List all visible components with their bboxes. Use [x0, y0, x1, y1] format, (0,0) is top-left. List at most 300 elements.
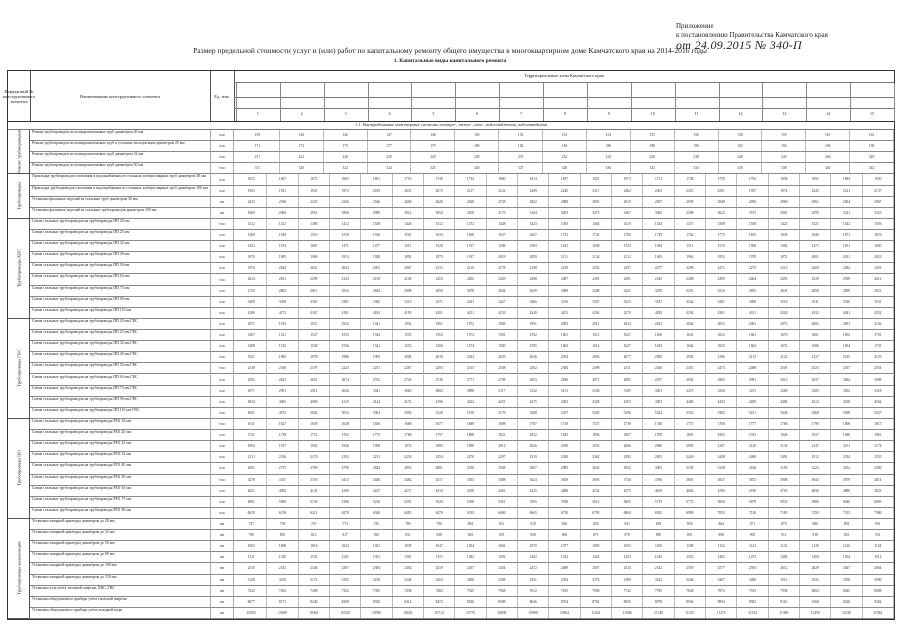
value-cell: 2871: [581, 375, 612, 385]
value-cell: 2402: [393, 563, 424, 573]
value-cell: 1116: [706, 541, 737, 551]
value-cell: 3766: [643, 475, 674, 485]
value-cell: 2437: [455, 563, 486, 573]
value-cell: 3376: [581, 575, 612, 585]
row-unit: п.м: [210, 130, 234, 140]
value-cell: 7612: [518, 586, 549, 596]
value-cell: 4196: [424, 397, 455, 407]
value-cell: 805: [267, 530, 298, 540]
value-cell: 10962: [549, 608, 580, 618]
value-cell: 2115: [737, 352, 768, 362]
value-cell: 5353: [675, 408, 706, 418]
value-cell: 1913: [737, 430, 768, 440]
value-cell: 4144: [361, 397, 392, 407]
value-cell: 1806: [831, 419, 862, 429]
value-cell: 2620: [424, 197, 455, 207]
value-cell: 1743: [581, 230, 612, 240]
value-cell: 2600: [393, 197, 424, 207]
value-cell: 1972: [769, 252, 800, 262]
value-cell: 2001: [800, 252, 831, 262]
value-cell: 3201: [643, 386, 674, 396]
value-cell: 2233: [393, 452, 424, 462]
value-cell: 4292: [675, 308, 706, 318]
value-cell: 3553: [455, 475, 486, 485]
value-cell: 1475: [800, 241, 831, 251]
value-cell: 6795: [581, 508, 612, 518]
value-cell: 322: [324, 163, 368, 173]
value-cell: 5092: [393, 408, 424, 418]
row-group-label: [8, 319, 30, 419]
value-cell: 7395: [361, 586, 392, 596]
value-cell: 2107: [706, 441, 737, 451]
value-cell: 4328: [581, 397, 612, 407]
value-cell: 1773: [361, 430, 392, 440]
value-cell: 5505: [518, 497, 549, 507]
row-values: [236, 230, 894, 240]
header-divider: [543, 83, 544, 121]
value-cell: 159: [762, 130, 806, 140]
value-cell: 1751: [299, 430, 330, 440]
value-cell: 6860: [612, 508, 643, 518]
value-cell: 1948: [831, 430, 862, 440]
header-divider: [894, 83, 895, 121]
value-cell: 1625: [549, 241, 580, 251]
table-row: [30, 152, 894, 163]
value-cell: 11148: [643, 608, 674, 618]
value-cell: 3269: [769, 386, 800, 396]
value-cell: 5498: [831, 408, 862, 418]
value-cell: 3558: [831, 575, 862, 585]
value-cell: 5033: [330, 408, 361, 418]
value-cell: 6665: [518, 508, 549, 518]
value-cell: 1748: [643, 419, 674, 429]
value-cell: 918: [800, 530, 831, 540]
value-cell: 5665: [612, 497, 643, 507]
row-description: Смена стальных трубопроводов на трубопроводы ПП 50 мм ГВС: [32, 363, 138, 368]
value-cell: 2965: [706, 375, 737, 385]
value-cell: 2067: [393, 263, 424, 273]
value-cell: 1668: [393, 419, 424, 429]
value-cell: 4302: [549, 397, 580, 407]
value-cell: 3310: [393, 297, 424, 307]
value-cell: 871: [737, 519, 768, 529]
value-cell: 3801: [675, 475, 706, 485]
value-cell: 789: [393, 519, 424, 529]
row-values: [236, 186, 894, 196]
value-cell: 7742: [612, 586, 643, 596]
value-cell: 1630: [643, 330, 674, 340]
value-cell: 5061: [361, 408, 392, 418]
value-cell: 1978: [299, 352, 330, 362]
value-cell: 7265: [267, 586, 298, 596]
value-cell: 4974: [267, 408, 298, 418]
row-description: Установка запорной арматуры диаметром до 50 мм: [32, 541, 115, 546]
value-cell: 2998: [330, 208, 361, 218]
value-cell: 8530: [455, 597, 486, 607]
value-cell: 1786: [769, 419, 800, 429]
value-cell: 3467: [612, 208, 643, 218]
value-cell: 7222: [236, 586, 267, 596]
value-cell: 8077: [236, 597, 267, 607]
value-cell: 2917: [643, 375, 674, 385]
value-cell: 3490: [737, 575, 768, 585]
value-cell: 804: [455, 519, 486, 529]
value-cell: 4488: [549, 486, 580, 496]
value-cell: 2011: [831, 252, 862, 262]
value-cell: 1983: [487, 319, 518, 329]
value-cell: 1639: [299, 419, 330, 429]
value-cell: 2933: [330, 286, 361, 296]
value-cell: 2178: [487, 263, 518, 273]
value-cell: 3280: [863, 463, 894, 473]
value-cell: 6029: [236, 508, 267, 518]
value-cell: 325: [411, 163, 455, 173]
appendix-date-number: от 24.09.2015 № 340-П: [676, 38, 802, 52]
table-row: [30, 586, 894, 597]
value-cell: 2956: [737, 197, 768, 207]
value-cell: 196: [806, 141, 850, 151]
table-row: [30, 274, 894, 285]
value-cell: 4167: [299, 308, 330, 318]
value-cell: 2472: [518, 563, 549, 573]
value-cell: 1641: [675, 330, 706, 340]
value-cell: 2053: [706, 319, 737, 329]
value-cell: 2739: [236, 286, 267, 296]
value-cell: 2170: [299, 452, 330, 462]
value-cell: 1510: [267, 341, 298, 351]
value-cell: 1691: [361, 174, 392, 184]
value-cell: 1536: [330, 341, 361, 351]
value-cell: 1972: [330, 186, 361, 196]
row-values: [236, 197, 894, 207]
value-cell: 4182: [361, 308, 392, 318]
value-cell: 3219: [675, 386, 706, 396]
value-cell: 3286: [455, 575, 486, 585]
value-cell: 1008: [267, 541, 298, 551]
row-values: [236, 174, 894, 184]
value-cell: 1146: [831, 541, 862, 551]
value-cell: 4193: [393, 308, 424, 318]
value-cell: 173: [280, 141, 324, 151]
row-values: [236, 597, 894, 607]
value-cell: 1798: [800, 419, 831, 429]
value-cell: 2971: [236, 386, 267, 396]
value-cell: 1614: [581, 341, 612, 351]
header-name-column: Наименование конструктивного элемента: [30, 71, 211, 121]
row-unit: п.м: [210, 330, 234, 340]
value-cell: 5208: [518, 408, 549, 418]
row-unit: п.м: [210, 219, 234, 229]
row-description: Смена стальных трубопроводов на трубопроводы ПП 110 мм ГВС: [32, 407, 140, 412]
value-cell: 1471: [675, 219, 706, 229]
value-cell: 2899: [831, 286, 862, 296]
value-cell: 1549: [267, 230, 298, 240]
value-cell: 2042: [675, 319, 706, 329]
value-cell: 3331: [518, 575, 549, 585]
value-cell: 1757: [675, 419, 706, 429]
value-cell: 1508: [737, 241, 768, 251]
value-cell: 1930: [863, 174, 894, 184]
row-description: Смена стальных трубопроводов на трубопроводы ПП 75 мм ГВС: [32, 385, 138, 390]
value-cell: 1748: [424, 174, 455, 184]
value-cell: 1653: [236, 174, 267, 184]
value-cell: 1706: [612, 230, 643, 240]
value-cell: 2939: [675, 197, 706, 207]
value-cell: 925: [831, 530, 862, 540]
row-unit: п.м: [210, 319, 234, 329]
value-cell: 3026: [330, 386, 361, 396]
value-cell: 1973: [612, 174, 643, 184]
value-cell: 238: [675, 152, 719, 162]
value-cell: 1070: [518, 541, 549, 551]
value-cell: 2969: [236, 208, 267, 218]
value-cell: 156: [675, 130, 719, 140]
value-cell: 1077: [549, 541, 580, 551]
value-cell: 3041: [361, 386, 392, 396]
value-cell: 217: [236, 152, 280, 162]
value-cell: 7655: [549, 586, 580, 596]
row-group-label: [8, 219, 30, 319]
value-cell: 11396: [769, 608, 800, 618]
value-cell: 152: [499, 130, 543, 140]
value-cell: 3512: [769, 575, 800, 585]
value-cell: 2158: [361, 274, 392, 284]
row-unit: шт: [210, 519, 234, 529]
value-cell: 1541: [361, 341, 392, 351]
row-values: [236, 352, 894, 362]
value-cell: 2491: [581, 274, 612, 284]
value-cell: 154: [587, 130, 631, 140]
table-row: [30, 475, 894, 486]
value-cell: 6405: [393, 508, 424, 518]
value-cell: 4381: [643, 397, 674, 407]
value-cell: 7352: [330, 586, 361, 596]
row-description: Смена стальных трубопроводов на трубопроводы ПП 90 мм ГВС: [32, 396, 138, 401]
value-cell: 1969: [299, 252, 330, 262]
value-cell: 2691: [236, 463, 267, 473]
value-cell: 3259: [643, 286, 674, 296]
value-cell: 1498: [236, 341, 267, 351]
value-cell: 2702: [361, 375, 392, 385]
value-cell: 1583: [487, 341, 518, 351]
row-unit: шт: [210, 552, 234, 562]
value-cell: 3263: [424, 575, 455, 585]
value-cell: 3523: [612, 297, 643, 307]
value-cell: 5879: [737, 497, 768, 507]
table-row: [30, 230, 894, 241]
value-cell: 3173: [487, 208, 518, 218]
value-cell: 2493: [769, 274, 800, 284]
value-cell: 1482: [769, 241, 800, 251]
value-cell: 1891: [675, 430, 706, 440]
row-unit: п.м: [210, 152, 234, 162]
value-cell: 1701: [863, 341, 894, 351]
value-cell: 3371: [424, 297, 455, 307]
value-cell: 1380: [299, 219, 330, 229]
value-cell: 3465: [643, 208, 674, 218]
value-cell: 2451: [675, 363, 706, 373]
document-title: Размер предельной стоимости услуг и (или) работ по капитальному ремонту общего имущества в многоквартирном доме Камчатского края на 2014-2016 годы: [193, 46, 707, 55]
value-cell: 851: [487, 530, 518, 540]
value-cell: 845: [455, 530, 486, 540]
value-cell: 1331: [299, 552, 330, 562]
value-cell: 5120: [424, 408, 455, 418]
row-values: [236, 508, 894, 518]
value-cell: 11582: [863, 608, 894, 618]
value-cell: 3466: [518, 297, 549, 307]
value-cell: 3291: [675, 286, 706, 296]
value-cell: 1975: [424, 252, 455, 262]
value-cell: 162: [850, 130, 894, 140]
value-cell: 192: [719, 141, 763, 151]
value-cell: 825: [361, 530, 392, 540]
value-cell: 2211: [361, 452, 392, 462]
value-cell: 1870: [236, 252, 267, 262]
value-cell: 2951: [299, 208, 330, 218]
value-cell: 188: [631, 141, 675, 151]
value-cell: 1723: [549, 230, 580, 240]
value-cell: 3537: [643, 297, 674, 307]
value-cell: 184: [543, 141, 587, 151]
value-cell: 1667: [267, 174, 298, 184]
value-cell: 5002: [299, 408, 330, 418]
value-cell: 2319: [518, 452, 549, 462]
value-cell: 1792: [737, 174, 768, 184]
value-cell: 2092: [675, 352, 706, 362]
value-cell: 1921: [299, 319, 330, 329]
table-header: [2, 71, 894, 122]
value-cell: 3837: [706, 475, 737, 485]
value-cell: 2011: [581, 319, 612, 329]
value-cell: 3089: [549, 286, 580, 296]
value-cell: 1652: [706, 330, 737, 340]
value-cell: 2436: [643, 363, 674, 373]
row-values: [236, 586, 894, 596]
value-cell: 758: [267, 519, 298, 529]
value-cell: 1894: [236, 441, 267, 451]
value-cell: 11272: [706, 608, 737, 618]
value-cell: 2077: [612, 352, 643, 362]
value-cell: 2367: [330, 563, 361, 573]
value-cell: 3104: [518, 208, 549, 218]
row-description: Установка запорной арматуры диаметром до 150 мм: [32, 574, 117, 579]
value-cell: 2024: [267, 263, 298, 273]
value-cell: 198: [850, 141, 894, 151]
value-cell: 2501: [769, 363, 800, 373]
value-cell: 161: [806, 130, 850, 140]
value-cell: 2106: [706, 352, 737, 362]
value-cell: 2293: [424, 363, 455, 373]
value-cell: 2091: [831, 319, 862, 329]
value-cell: 879: [769, 519, 800, 529]
value-cell: 3203: [549, 208, 580, 218]
value-cell: 2960: [769, 197, 800, 207]
table-row: [30, 519, 894, 530]
value-cell: 3241: [831, 208, 862, 218]
value-cell: 186: [587, 141, 631, 151]
row-unit: шт: [210, 197, 234, 207]
value-cell: 2061: [737, 319, 768, 329]
value-cell: 2961: [800, 197, 831, 207]
value-cell: 1902: [706, 430, 737, 440]
column-number: 10: [650, 111, 655, 116]
value-cell: 1917: [455, 252, 486, 262]
value-cell: 2112: [612, 252, 643, 262]
row-values: [236, 308, 894, 318]
row-values: [236, 452, 894, 462]
value-cell: 1871: [236, 319, 267, 329]
value-cell: 1991: [518, 319, 549, 329]
value-cell: 1686: [800, 341, 831, 351]
value-cell: 7315: [831, 508, 862, 518]
value-cell: 2161: [831, 441, 862, 451]
value-cell: 871: [581, 530, 612, 540]
value-cell: 3236: [706, 386, 737, 396]
value-cell: 1511: [675, 241, 706, 251]
row-unit: п.м: [210, 386, 234, 396]
value-cell: 1633: [424, 230, 455, 240]
value-cell: 5411: [737, 408, 768, 418]
value-cell: 3098: [455, 386, 486, 396]
value-cell: 1062: [487, 541, 518, 551]
value-cell: 858: [518, 530, 549, 540]
header-divider: [368, 83, 369, 121]
value-cell: 3172: [299, 575, 330, 585]
value-cell: 2315: [455, 363, 486, 373]
row-group-text: Трубопроводы ЦО: [16, 450, 21, 487]
value-cell: 4352: [863, 308, 894, 318]
value-cell: 3241: [612, 286, 643, 296]
row-description: Установка запорной арматуры диаметром до 20 мм: [32, 518, 115, 523]
value-cell: 2647: [831, 563, 862, 573]
value-cell: 342: [850, 163, 894, 173]
value-cell: 2340: [549, 452, 580, 462]
value-cell: 1642: [675, 341, 706, 351]
value-cell: 1656: [361, 419, 392, 429]
row-group-text: Трубопроводы ХВС: [16, 249, 21, 288]
value-cell: 4172: [393, 397, 424, 407]
value-cell: 931: [863, 530, 894, 540]
value-cell: 6600: [487, 508, 518, 518]
value-cell: 3498: [675, 208, 706, 218]
value-cell: 2937: [643, 197, 674, 207]
value-cell: 8994: [706, 597, 737, 607]
value-cell: 240: [719, 152, 763, 162]
value-cell: 1667: [518, 230, 549, 240]
value-cell: 9226: [831, 597, 862, 607]
value-cell: 5324: [643, 408, 674, 418]
value-cell: 3273: [581, 208, 612, 218]
value-cell: 2554: [863, 363, 894, 373]
header-divider: [719, 83, 720, 121]
column-number: 3: [344, 111, 347, 116]
value-cell: 1658: [581, 241, 612, 251]
value-cell: 190: [675, 141, 719, 151]
row-values: [236, 463, 894, 473]
value-cell: 2919: [612, 197, 643, 207]
value-cell: 3081: [643, 463, 674, 473]
value-cell: 11086: [612, 608, 643, 618]
value-cell: 2429: [487, 274, 518, 284]
value-cell: 2223: [330, 363, 361, 373]
value-cell: 4186: [236, 308, 267, 318]
value-cell: 236: [631, 152, 675, 162]
column-number: 5: [432, 111, 435, 116]
value-cell: 1421: [267, 219, 298, 229]
value-cell: 324: [368, 163, 412, 173]
value-cell: 2054: [549, 352, 580, 362]
column-number: 8: [563, 111, 566, 116]
